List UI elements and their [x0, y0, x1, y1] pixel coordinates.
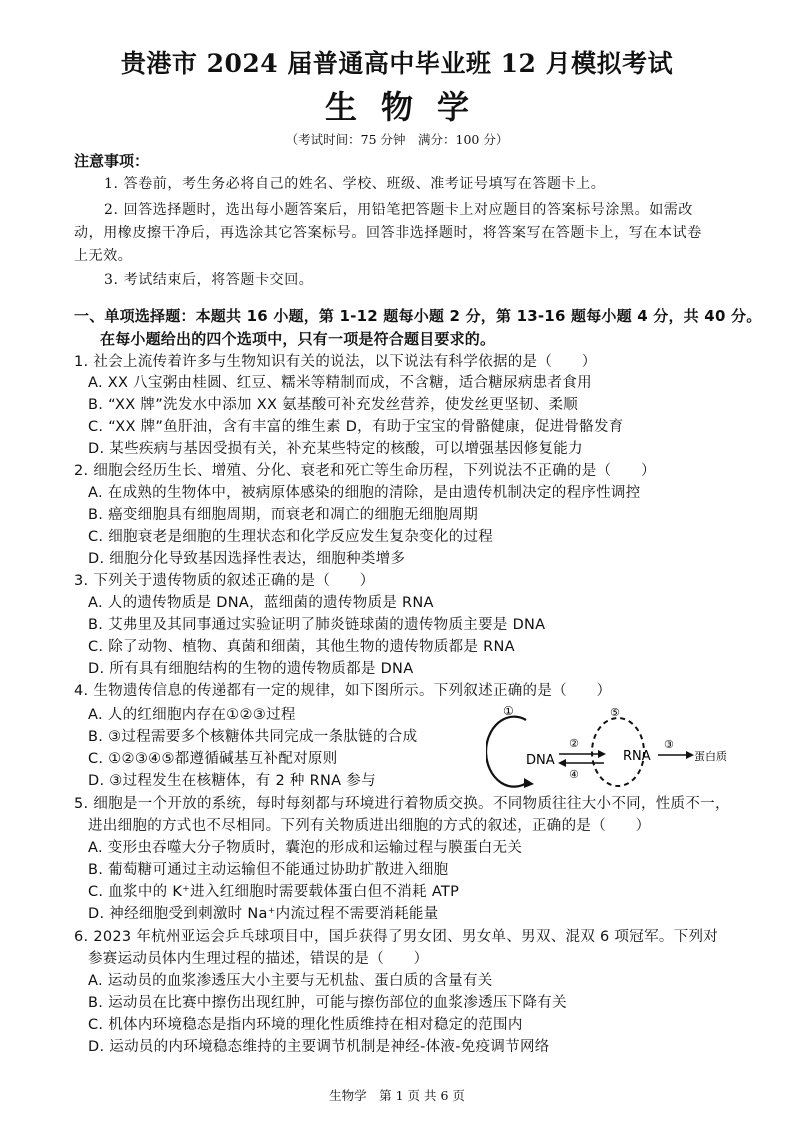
question-6-stem: 6. 2023 年杭州亚运会乒乓球项目中，国乒获得了男女团、男女单、男双、混双 6 项冠军。下列对	[74, 929, 719, 945]
question-2-option-d: D. 细胞分化导致基因选择性表达，细胞种类增多	[88, 551, 406, 567]
translation-arrowhead	[686, 751, 694, 759]
notice-item-2-line2: 动，用橡皮擦干净后，再选涂其它答案标号。回答非选择题时，将答案写在答题卡上，写在本试卷	[74, 225, 702, 241]
question-1-option-c: C. “XX 牌”鱼肝油，含有丰富的维生素 D，有助于宝宝的骨骼健康，促进骨骼发育	[88, 419, 624, 435]
notice-item-2-line3: 上无效。	[74, 248, 133, 264]
label-process-4: ④	[569, 768, 579, 781]
question-6-option-c: C. 机体内环境稳态是指内环境的理化性质维持在相对稳定的范围内	[88, 1017, 523, 1033]
question-2-stem: 2. 细胞会经历生长、增殖、分化、衰老和死亡等生命历程，下列说法不正确的是（ ）	[74, 463, 656, 479]
question-1-option-b: B. “XX 牌”洗发水中添加 XX 氨基酸可补充发丝营养，使发丝更坚韧、柔顺	[88, 397, 579, 413]
question-2-option-b: B. 癌变细胞具有细胞周期，而衰老和凋亡的细胞无细胞周期	[88, 507, 479, 523]
question-1-stem: 1. 社会上流传着许多与生物知识有关的说法，以下说法有科学依据的是（ ）	[74, 354, 597, 370]
question-5-stem: 5. 细胞是一个开放的系统，每时每刻都与环境进行着物质交换。不同物质往往大小不同，性质不一，	[74, 796, 730, 812]
question-5-stem-cont: 进出细胞的方式也不尽相同。下列有关物质进出细胞的方式的叙述，正确的是（ ）	[88, 818, 651, 834]
exam-title: 贵港市 2024 届普通高中毕业班 12 月模拟考试	[120, 49, 674, 78]
question-5-option-b: B. 葡萄糖可通过主动运输但不能通过协助扩散进入细胞	[88, 862, 449, 878]
question-1-option-d: D. 某些疾病与基因受损有关，补充某些特定的核酸，可以增强基因修复能力	[88, 441, 583, 457]
label-rna: RNA	[623, 749, 651, 764]
question-4-option-c: C. ①②③④⑤都遵循碱基互补配对原则	[88, 751, 338, 767]
question-1-option-a: A. XX 八宝粥由桂圆、红豆、糯米等精制而成，不含糖，适合糖尿病患者食用	[88, 375, 592, 391]
label-protein: 蛋白质	[694, 750, 727, 763]
label-process-2: ②	[569, 737, 579, 750]
exam-meta: （考试时间：75 分钟 满分：100 分）	[285, 132, 509, 147]
question-2-option-c: C. 细胞衰老是细胞的生理状态和化学反应发生复杂变化的过程	[88, 529, 494, 545]
question-6-stem-cont: 参赛运动员体内生理过程的描述，错误的是（ ）	[88, 951, 429, 967]
question-4-option-b: B. ③过程需要多个核糖体共同完成一条肽链的合成	[88, 729, 418, 745]
question-4-stem: 4. 生物遗传信息的传递都有一定的规律，如下图所示。下列叙述正确的是（ ）	[74, 683, 612, 699]
question-6-option-b: B. 运动员在比赛中擦伤出现红肿，可能与擦伤部位的血浆渗透压下降有关	[88, 995, 567, 1011]
question-3-option-d: D. 所有具有细胞结构的生物的遗传物质都是 DNA	[88, 661, 414, 677]
label-dna: DNA	[526, 753, 555, 768]
question-2-option-a: A. 在成熟的生物体中，被病原体感染的细胞的清除，是由遗传机制决定的程序性调控	[88, 485, 641, 501]
section1-heading: 一、单项选择题：本题共 16 小题，第 1-12 题每小题 2 分，第 13-16 题每小题 4 分，共 40 分。	[74, 307, 762, 325]
section1-instructions: 在每小题给出的四个选项中，只有一项是符合题目要求的。	[100, 330, 496, 348]
question-3-option-b: B. 艾弗里及其同事通过实验证明了肺炎链球菌的遗传物质主要是 DNA	[88, 617, 546, 633]
replication-arrowhead	[524, 778, 534, 788]
notice-item-2-line1: 2. 回答选择题时，选出每小题答案后，用铅笔把答题卡上对应题目的答案标号涂黑。如需改	[104, 202, 694, 218]
label-process-1: ①	[503, 704, 514, 718]
question-6-option-a: A. 运动员的血浆渗透压大小主要与无机盐、蛋白质的含量有关	[88, 973, 493, 989]
subject-title: 生物学	[324, 88, 493, 126]
genetic-info-flow-diagram	[486, 700, 746, 800]
page-footer: 生物学 第 1 页 共 6 页	[329, 1088, 465, 1103]
question-3-option-a: A. 人的遗传物质是 DNA，蓝细菌的遗传物质是 RNA	[88, 595, 434, 611]
question-6-option-d: D. 运动员的内环境稳态维持的主要调节机制是神经-体液-免疫调节网络	[88, 1039, 550, 1055]
notice-heading: 注意事项：	[74, 152, 150, 170]
transcription-arrowhead	[598, 750, 606, 758]
label-process-3: ③	[664, 738, 674, 751]
notice-item-3: 3. 考试结束后，将答题卡交回。	[104, 272, 314, 288]
question-5-option-d: D. 神经细胞受到刺激时 Na⁺内流过程不需要消耗能量	[88, 906, 439, 922]
question-4-option-d: D. ③过程发生在核糖体，有 2 种 RNA 参与	[88, 773, 376, 789]
dna-replication-arc	[486, 717, 528, 787]
reverse-transcription-arrowhead	[558, 759, 566, 767]
question-5-option-c: C. 血浆中的 K⁺进入红细胞时需要载体蛋白但不消耗 ATP	[88, 884, 460, 900]
question-4-option-a: A. 人的红细胞内存在①②③过程	[88, 707, 296, 723]
question-3-option-c: C. 除了动物、植物、真菌和细菌，其他生物的遗传物质都是 RNA	[88, 639, 515, 655]
question-5-option-a: A. 变形虫吞噬大分子物质时，囊泡的形成和运输过程与膜蛋白无关	[88, 840, 523, 856]
notice-item-1: 1. 答卷前，考生务必将自己的姓名、学校、班级、准考证号填写在答题卡上。	[104, 176, 606, 192]
label-process-5: ⑤	[610, 706, 620, 719]
question-3-stem: 3. 下列关于遗传物质的叙述正确的是（ ）	[74, 573, 375, 589]
